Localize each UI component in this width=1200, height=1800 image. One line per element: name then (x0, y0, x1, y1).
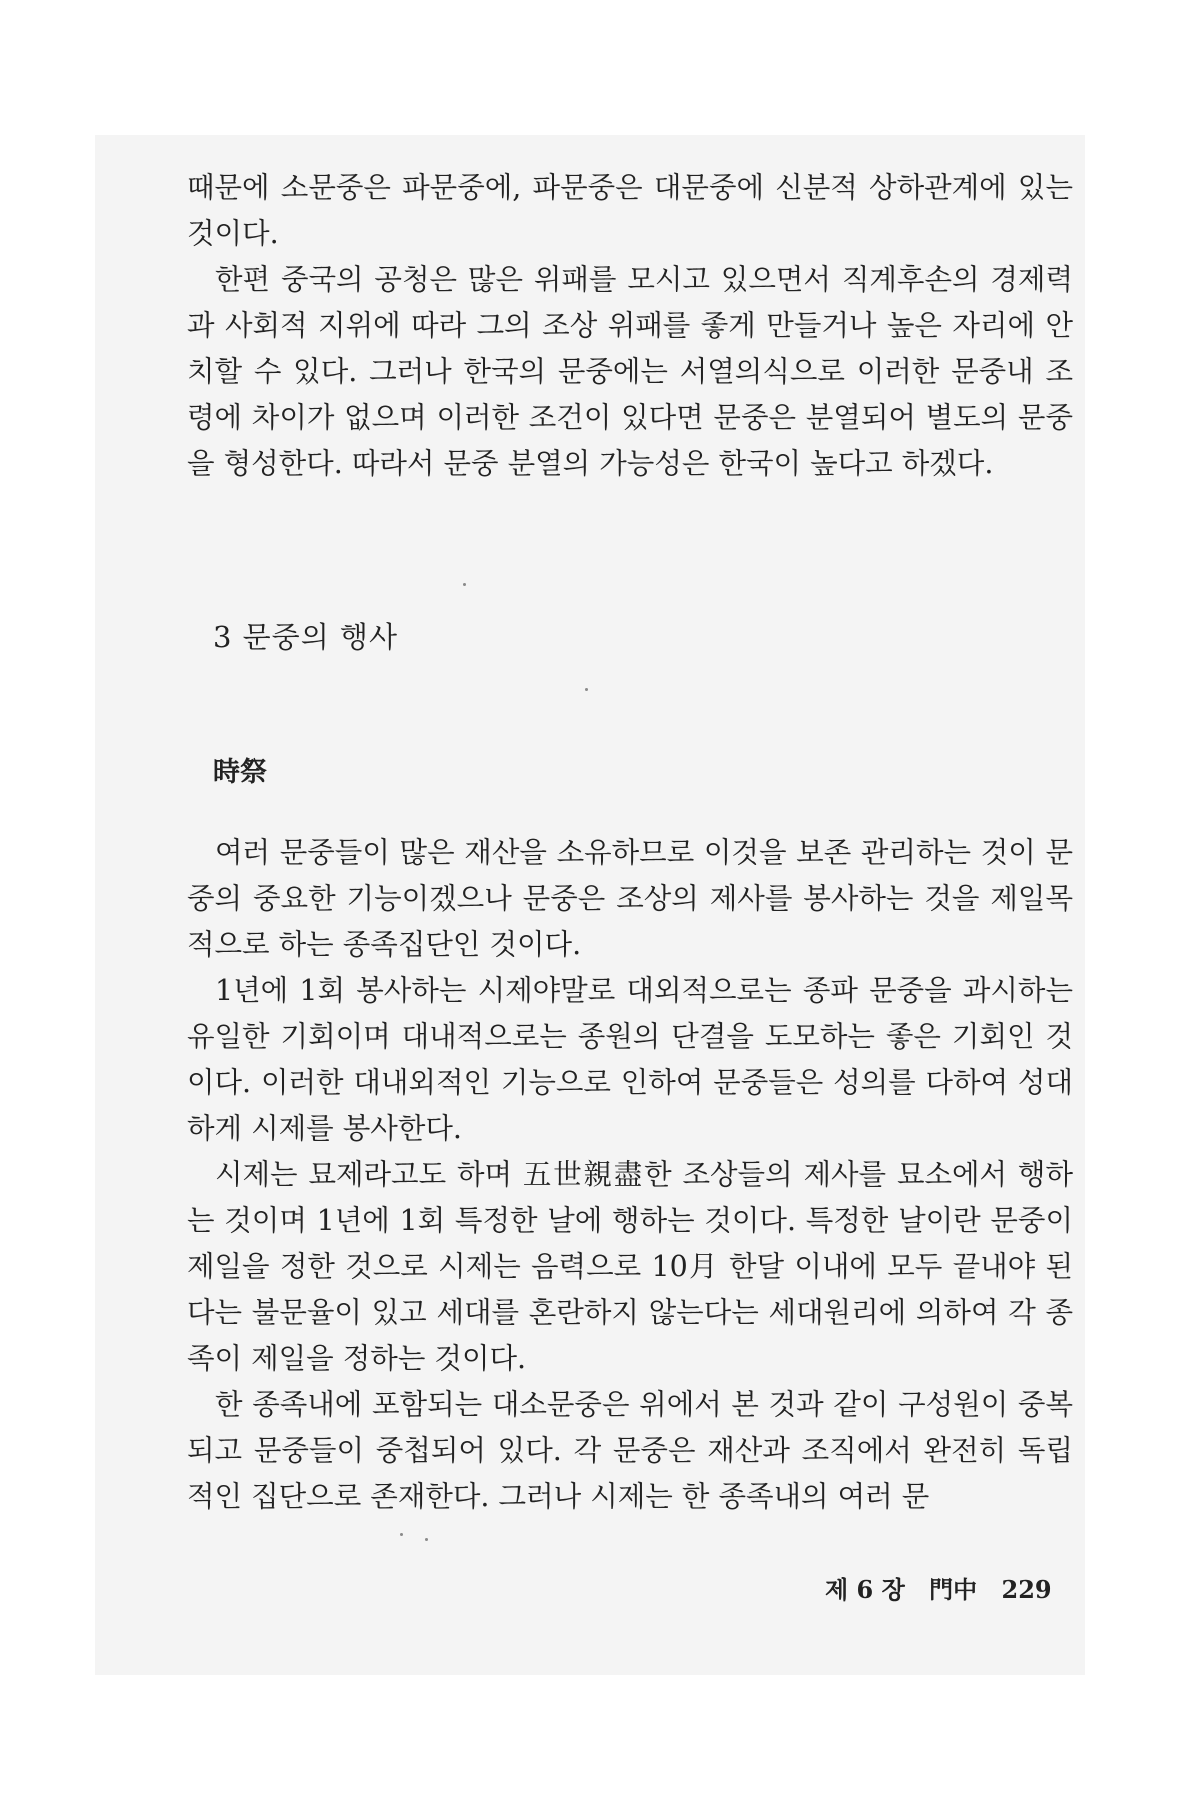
scan-speck (425, 1538, 428, 1541)
scan-speck (463, 583, 466, 586)
paragraph: 한 종족내에 포함되는 대소문중은 위에서 본 것과 같이 구성원이 중복되고 문중들이 중첩되어 있다. 각 문중은 재산과 조직에서 완전히 독립적인 집단으로 존재한다. 그러나 시제는 한 종족내의 여러 문 (187, 1388, 1073, 1513)
scan-speck (585, 688, 588, 691)
page-footer (825, 1570, 1068, 1605)
paragraph: 때문에 소문중은 파문중에, 파문중은 대문중에 신분적 상하관계에 있는 것이다. (187, 171, 1073, 250)
text-block-top (187, 165, 1073, 487)
paragraph: 1년에 1회 봉사하는 시제야말로 대외적으로는 종파 문중을 과시하는 유일한 기회이며 대내적으로는 종원의 단결을 도모하는 좋은 기회인 것이다. 이러한 대내외적인 기능으로 인하여 문중들은 성의를 다하여 성대하게 시제를 봉사한다. (187, 974, 1073, 1145)
paragraph: 여러 문중들이 많은 재산을 소유하므로 이것을 보존 관리하는 것이 문중의 중요한 기능이겠으나 문중은 조상의 제사를 봉사하는 것을 제일목적으로 하는 종족집단인 것이다. (187, 836, 1073, 961)
paragraph: 한편 중국의 공청은 많은 위패를 모시고 있으면서 직계후손의 경제력과 사회적 지위에 따라 그의 조상 위패를 좋게 만들거나 높은 자리에 안치할 수 있다. 그러나 한국의 문중에는 서열의식으로 이러한 문중내 조령에 차이가 없으며 이러한 조건이 있다면 문중은 분열되어 별도의 문중을 형성한다. 따라서 문중 분열의 가능성은 한국이 높다고 하겠다. (187, 263, 1073, 480)
chapter-label: 제 6 장 (825, 1575, 905, 1604)
text-block-main (187, 830, 1073, 1520)
scan-speck (400, 1533, 403, 1536)
section-heading: 3 문중의 행사 (213, 620, 398, 654)
document-page (95, 135, 1085, 1675)
page-number: 229 (1001, 1575, 1052, 1604)
chapter-title: 門中 (929, 1575, 978, 1604)
sub-heading: 時祭 (213, 757, 267, 788)
paragraph: 시제는 묘제라고도 하며 五世親盡한 조상들의 제사를 묘소에서 행하는 것이며 1년에 1회 특정한 날에 행하는 것이다. 특정한 날이란 문중이 제일을 정한 것으로 시제는 음력으로 10月 한달 이내에 모두 끝내야 된다는 불문율이 있고 세대를 혼란하지 않는다는 세대원리에 의하여 각 종족이 제일을 정하는 것이다. (187, 1158, 1073, 1375)
